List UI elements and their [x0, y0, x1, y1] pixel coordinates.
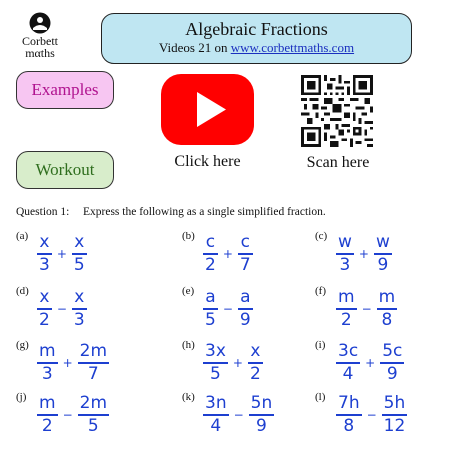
- denominator: 2: [205, 255, 216, 275]
- numerator: w: [375, 232, 390, 252]
- fraction-right: [380, 342, 404, 384]
- denominator: 8: [381, 310, 393, 330]
- fraction-right: [72, 233, 87, 275]
- denominator: 3: [339, 255, 351, 275]
- problem-label: (k): [182, 391, 195, 403]
- page-subtitle: [102, 40, 411, 56]
- numerator: 3x: [205, 341, 226, 361]
- problem-item: [16, 230, 136, 278]
- fraction-left: [37, 342, 58, 384]
- scan-here-label: Scan here: [306, 154, 370, 171]
- expression: [203, 392, 274, 438]
- numerator: c: [240, 232, 250, 252]
- operator: −: [222, 302, 233, 316]
- numerator: 3n: [205, 393, 227, 413]
- expression: [37, 392, 109, 438]
- denominator: 8: [343, 416, 355, 436]
- problem-label: (h): [182, 339, 195, 351]
- problem-label: (f): [315, 285, 326, 297]
- fraction-right: [78, 342, 109, 384]
- operator: +: [232, 356, 243, 370]
- expression: [37, 286, 87, 332]
- numerator: a: [240, 287, 251, 307]
- page-title: Algebraic Fractions: [185, 19, 328, 39]
- fraction-right: [248, 342, 263, 384]
- denominator: 9: [256, 416, 267, 436]
- operator: +: [62, 356, 73, 370]
- problem-item: [16, 285, 136, 333]
- denominator: 7: [239, 255, 251, 275]
- numerator: x: [39, 287, 50, 307]
- fraction-left: [203, 288, 218, 330]
- fraction-left: [336, 233, 354, 275]
- numerator: m: [39, 393, 56, 413]
- fraction-left: [203, 394, 229, 436]
- expression: [336, 286, 397, 332]
- click-here-label[interactable]: Click here: [174, 153, 241, 170]
- fraction-left: [336, 342, 360, 384]
- corbett-logo-icon: [29, 12, 51, 34]
- denominator: 4: [210, 416, 222, 436]
- denominator: 9: [377, 255, 389, 275]
- denominator: 5: [73, 255, 85, 275]
- fraction-right: [238, 233, 253, 275]
- operator: −: [233, 408, 244, 422]
- numerator: x: [250, 341, 261, 361]
- fraction-right: [72, 288, 87, 330]
- play-button-icon[interactable]: [160, 73, 255, 146]
- problem-item: [16, 391, 136, 439]
- problem-label: (c): [315, 230, 328, 242]
- problem-item: [182, 339, 302, 387]
- expression: [336, 231, 392, 277]
- numerator: x: [74, 287, 85, 307]
- expression: [203, 286, 253, 332]
- expression: [203, 340, 263, 386]
- problem-label: (d): [16, 285, 29, 297]
- denominator: 2: [340, 310, 352, 330]
- problem-item: [315, 391, 435, 439]
- numerator: m: [378, 287, 396, 307]
- fraction-right: [238, 288, 253, 330]
- denominator: 2: [39, 310, 50, 330]
- numerator: 5h: [383, 393, 406, 413]
- denominator: 5: [210, 364, 221, 384]
- problem-label: (a): [16, 230, 29, 242]
- numerator: m: [39, 341, 56, 361]
- fraction-left: [336, 394, 362, 436]
- problem-item: [315, 285, 435, 333]
- subtitle-prefix: Videos 21 on: [158, 40, 231, 55]
- problem-item: [182, 285, 302, 333]
- numerator: 7h: [338, 393, 360, 413]
- denominator: 2: [249, 364, 261, 384]
- expression: [203, 231, 253, 277]
- fraction-right: [374, 233, 392, 275]
- operator: −: [361, 302, 372, 316]
- denominator: 9: [239, 310, 251, 330]
- operator: −: [56, 302, 67, 316]
- numerator: c: [205, 232, 216, 252]
- question-text: Express the following as a single simplified fraction.: [83, 206, 326, 218]
- question-heading: [16, 206, 326, 218]
- problem-item: [16, 339, 136, 387]
- fraction-left: [336, 288, 357, 330]
- numerator: 2m: [79, 341, 108, 361]
- denominator: 5: [205, 310, 216, 330]
- logo-text-line2: mαths: [25, 46, 55, 60]
- denominator: 5: [87, 416, 99, 436]
- denominator: 4: [342, 364, 354, 384]
- problem-label: (g): [16, 339, 29, 351]
- operator: +: [365, 356, 376, 370]
- numerator: 5c: [382, 341, 403, 361]
- expression: [336, 392, 407, 438]
- fraction-left: [203, 233, 218, 275]
- numerator: m: [338, 287, 355, 307]
- denominator: 12: [383, 416, 406, 436]
- denominator: 9: [386, 364, 398, 384]
- expression: [37, 340, 109, 386]
- expression: [336, 340, 404, 386]
- numerator: x: [39, 232, 50, 252]
- logo-text-line1: Corbett: [22, 34, 58, 48]
- numerator: w: [338, 232, 352, 252]
- fraction-left: [37, 288, 52, 330]
- workout-button[interactable]: Workout: [16, 151, 114, 189]
- problem-label: (j): [16, 391, 27, 403]
- denominator: 3: [73, 310, 85, 330]
- operator: +: [222, 247, 233, 261]
- denominator: 2: [41, 416, 53, 436]
- problem-label: (b): [182, 230, 195, 242]
- problem-item: [182, 391, 302, 439]
- fraction-right: [377, 288, 398, 330]
- website-link[interactable]: www.corbettmaths.com: [230, 40, 355, 55]
- title-box: [101, 13, 412, 64]
- operator: +: [358, 247, 369, 261]
- corbett-logo: [14, 12, 66, 70]
- problem-label: (l): [315, 391, 326, 403]
- fraction-left: [203, 342, 228, 384]
- qr-code-icon[interactable]: [301, 75, 373, 147]
- denominator: 3: [39, 255, 50, 275]
- fraction-right: [382, 394, 408, 436]
- problem-item: [182, 230, 302, 278]
- expression: [37, 231, 87, 277]
- numerator: 2m: [79, 393, 108, 413]
- numerator: a: [205, 287, 216, 307]
- problem-label: (i): [315, 339, 326, 351]
- problem-item: [315, 230, 435, 278]
- problem-item: [315, 339, 435, 387]
- numerator: x: [74, 232, 85, 252]
- fraction-left: [37, 233, 52, 275]
- operator: −: [62, 408, 73, 422]
- denominator: 3: [41, 364, 53, 384]
- problem-label: (e): [182, 285, 195, 297]
- examples-button[interactable]: Examples: [16, 71, 114, 109]
- operator: +: [56, 247, 67, 261]
- operator: −: [366, 408, 377, 422]
- fraction-right: [78, 394, 109, 436]
- numerator: 3c: [338, 341, 359, 361]
- fraction-left: [37, 394, 58, 436]
- denominator: 7: [87, 364, 99, 384]
- numerator: 5n: [250, 393, 273, 413]
- question-number: Question 1:: [16, 206, 70, 218]
- fraction-right: [249, 394, 275, 436]
